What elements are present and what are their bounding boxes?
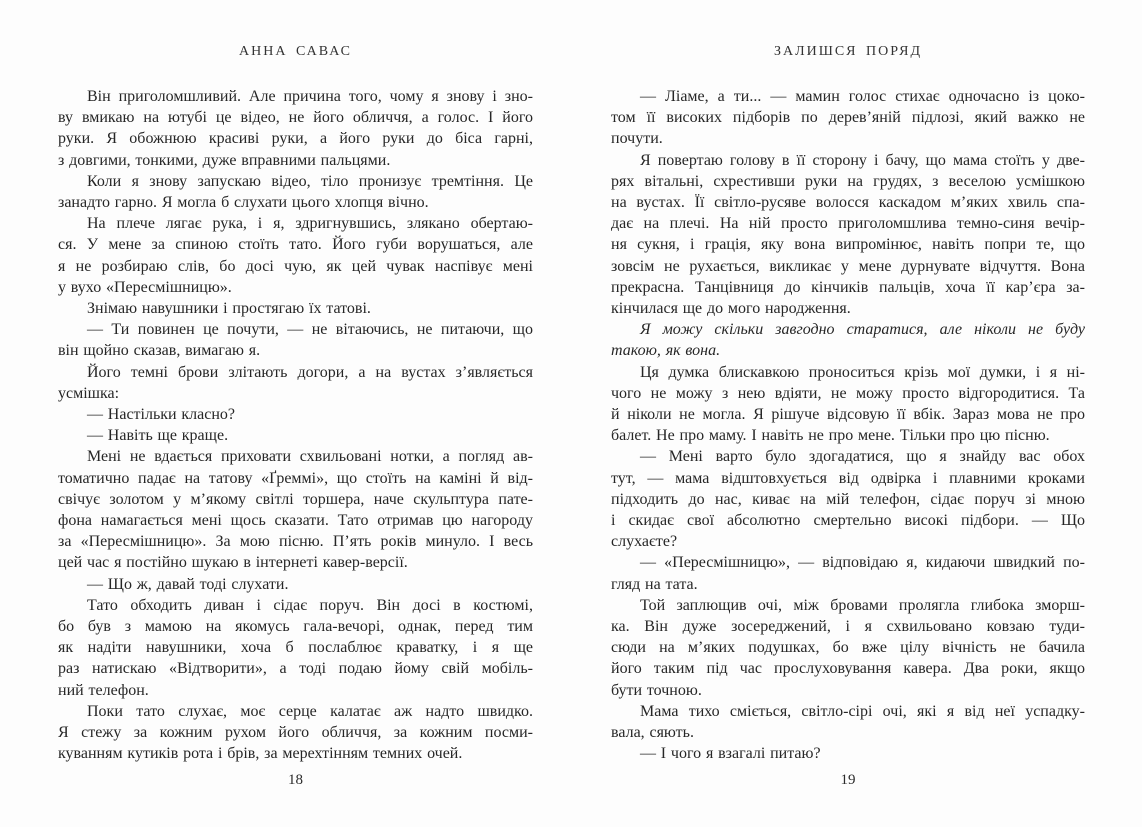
paragraph [611, 701, 1085, 743]
text-line: у вухо «Пересмішницю». [58, 278, 232, 296]
text-line: Тато обходить диван і сідає поруч. Він досі в костюмі, [87, 596, 533, 614]
paragraph [58, 298, 533, 319]
page-number-right: 19 [840, 772, 856, 788]
text-line: ка. Він дуже зосереджений, і я схвильовано ковзаю туди- [611, 618, 1085, 636]
text-line: слухаєте? [611, 533, 678, 551]
text-line: Мама тихо сміється, світло-сірі очі, які я від неї успадку- [640, 702, 1085, 720]
text-line: Його темні брови злітають догори, а на вустах з’являється [87, 363, 533, 381]
text-line: — Ліаме, а ти... — мамин голос стихає одночасно із цоко- [640, 88, 1085, 105]
paragraph [58, 213, 533, 298]
text-line: — «Пересмішницю», — відповідаю я, кидаючи швидкий по- [640, 554, 1085, 572]
text-line: підходить до нас, киває на мій телефон, сідає поруч зі мною [611, 490, 1085, 508]
paragraph [58, 701, 533, 765]
paragraph [611, 595, 1085, 701]
text-line: — Навіть ще краще. [87, 427, 229, 445]
paragraph [58, 171, 533, 213]
text-line: на вустах. Її світло-русяве волосся каскадом м’яких хвиль спа- [611, 194, 1085, 212]
text-line: рях вітальні, схрестивши руки на грудях, з веселою усмішкою [611, 172, 1085, 190]
text-line: ву вмикаю на ютубі це відео, не його обличчя, а голос. І його [58, 109, 533, 127]
text-line: гляд на тата. [611, 575, 698, 593]
paragraph [58, 595, 533, 701]
text-line: — Ти повинен це почути, — не вітаючись, не питаючи, що [87, 321, 533, 339]
text-line: — І чого я взагалі питаю? [640, 745, 821, 763]
text-line: Ця думка блискавкою проноситься крізь мої думки, і я ні- [640, 363, 1085, 381]
page-text-right [611, 86, 1085, 765]
paragraph [611, 362, 1085, 447]
text-line: балет. Не про маму. І навіть не про мене. Тільки про цю пісню. [611, 427, 1050, 445]
text-line: Я стежу за кожним рухом його обличчя, за кожним посми- [58, 724, 533, 742]
text-line: — Що ж, давай тоді слухати. [87, 575, 289, 593]
text-line: його таким під час прослуховування кавера. Два роки, якщо [611, 660, 1085, 678]
text-line: і скидає свої абсолютно смертельно високі підбори. — Що [611, 512, 1085, 530]
text-line: сюди на м’яких подушках, бо вже цілу вічність не бачила [611, 639, 1085, 657]
text-line: ся. У мене за спиною стоїть тато. Його губи ворушаться, але [58, 236, 533, 254]
text-line: й ніколи не могла. Я рішуче відсовую її вбік. Зараз мова не про [611, 406, 1085, 424]
text-line: Той заплющив очі, між бровами пролягла глибока зморш- [640, 596, 1085, 614]
text-line: Я повертаю голову в її сторону і бачу, що мама стоїть у две- [640, 151, 1085, 169]
text-line: Мені не вдається приховати схвильовані нотки, а погляд ав- [87, 448, 533, 466]
paragraph [58, 425, 533, 446]
text-line: занадто гарно. Я могла б слухати цього хлопця вічно. [58, 194, 429, 212]
text-line: свічує золотом у м’якому світлі торшера, наче скульптура пате- [58, 490, 533, 508]
paragraph [58, 574, 533, 595]
text-line: за «Пересмішницю». За мою пісню. П’ять років минуло. І весь [58, 533, 533, 551]
paragraph [58, 404, 533, 425]
paragraph-italic [611, 319, 1085, 361]
text-line: він щойно сказав, вимагаю я. [58, 342, 261, 360]
text-line: фона намагається мені щось сказати. Тато отримав цю нагороду [58, 512, 533, 530]
text-line: чого не можу з нею вдіяти, не можу просто відгородитися. Та [611, 384, 1085, 402]
text-line: з довгими, тонкими, дуже вправними пальцями. [58, 151, 391, 169]
text-line: — Настільки класно? [87, 406, 236, 424]
text-line: дає на плечі. На ній просто приголомшлива темно-синя вечір- [611, 215, 1085, 233]
text-line: такою, як вона. [611, 342, 721, 360]
paragraph [58, 86, 533, 171]
text-line: Знімаю навушники і простягаю їх татові. [87, 300, 371, 318]
text-line: бо був з мамою на якомусь гала-вечорі, однак, перед тим [58, 618, 533, 636]
text-line: руки. Я обожнюю красиві руки, а його руки до біса гарні, [58, 130, 533, 148]
text-line: Поки тато слухає, моє серце калатає аж надто швидко. [87, 702, 533, 720]
text-line: усмішка: [58, 384, 120, 402]
text-line: ний телефон. [58, 681, 149, 699]
text-line: том її високих підборів по дерев’яній підлозі, який важко не [611, 109, 1085, 127]
text-line: тут, — мама відштовхується від одвірка і плавними кроками [611, 469, 1085, 487]
text-line: раз натискаю «Відтворити», а тоді подаю йому свій мобіль- [58, 660, 533, 678]
paragraph [58, 362, 533, 404]
text-line: куванням кутиків рота і брів, за мерехтінням темних очей. [58, 745, 463, 763]
text-line: Я можу скільки завгодно старатися, але ніколи не буду [640, 321, 1085, 339]
paragraph [611, 86, 1085, 150]
text-line: бути точною. [611, 681, 702, 699]
text-line: Він приголомшливий. Але причина того, чому я знову і зно- [87, 88, 533, 105]
text-line: томатично падає на татову «Ґреммі», що стоїть на каміні й від- [58, 469, 533, 487]
text-line: ня сукня, і грація, яку вона випромінює, навіть попри те, що [611, 236, 1085, 254]
text-line: зовсім не рухається, викликає у мене дурнувате відчуття. Вона [611, 257, 1085, 275]
paragraph [611, 743, 1085, 764]
book-page-left [58, 0, 533, 827]
paragraph [611, 150, 1085, 320]
paragraph [58, 446, 533, 573]
text-line: я не розбираю слів, бо досі чую, як цей чувак наспівує мені [58, 257, 533, 275]
page-number-left: 18 [288, 772, 303, 788]
paragraph [58, 319, 533, 361]
text-line: як надіти навушники, хоча б послаблює краватку, і я ще [58, 639, 533, 657]
text-line: Коли я знову запускаю відео, тіло пронизує тремтіння. Це [87, 172, 533, 190]
text-line: цей час я постійно шукаю в інтернеті кавер-версії. [58, 554, 408, 572]
paragraph [611, 552, 1085, 594]
running-header-title: ЗАЛИШСЯ ПОРЯД [773, 44, 923, 59]
text-line: кінчилася ще до мого народження. [611, 300, 851, 318]
page-text-left [58, 86, 533, 765]
text-line: почути. [611, 130, 663, 148]
text-line: На плече лягає рука, і я, здригнувшись, злякано обертаю- [87, 215, 533, 233]
running-header-author: АННА САВАС [239, 44, 352, 59]
text-line: вала, сяють. [611, 724, 694, 742]
text-line: прекрасна. Танцівниця до кінчиків пальців, хоча її кар’єра за- [611, 278, 1085, 296]
book-page-right [611, 0, 1085, 827]
paragraph [611, 446, 1085, 552]
text-line: — Мені варто було здогадатися, що я знайду вас обох [640, 448, 1085, 466]
